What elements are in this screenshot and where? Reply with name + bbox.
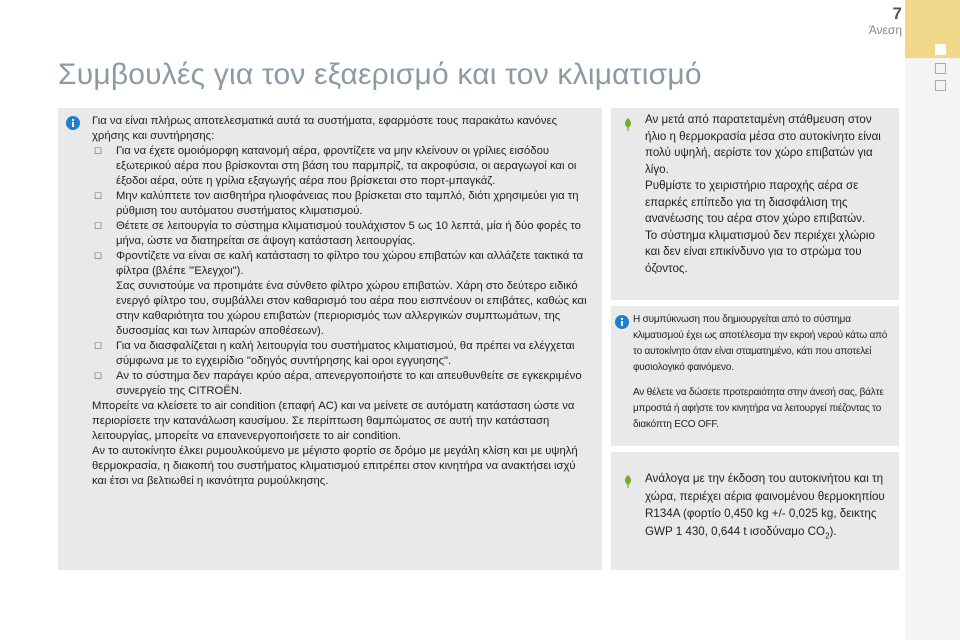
refrigerant-text: Ανάλογα με την έκδοση του αυτοκινήτου και τη χώρα, περιέχει αέρια φαινομένου θερμοκηπίου R134A (φορτίο 0,450 kg +/- 0,025 kg, δεικτης GWP 1 430, 0,644 t ισοδύναμο $CO_2$). <box>645 472 885 540</box>
page-title: Συμβουλές για τον εξαερισμό και τον κλιματισμό <box>58 58 702 91</box>
leaf-icon <box>621 474 635 488</box>
list-item: ☐ Μην καλύπτετε τον αισθητήρα ηλιοφάνειας που βρίσκεται στο ταμπλό, διότι χρησιμεύει για τη ρύθμιση του αυτόματου συστήματος κλιματισμού. <box>92 189 590 219</box>
tip-text: Το σύστημα κλιματισμού δεν περιέχει χλώριο και δεν είναι επικίνδυνο για το στρώμα του όζοντος. <box>645 228 875 275</box>
side-tab-bar <box>905 0 960 640</box>
info-icon <box>615 315 629 329</box>
main-info-box <box>58 108 602 570</box>
list-item: ☐ Αν το σύστημα δεν παράγει κρύο αέρα, απενεργοποιήστε το και απευθυνθείτε σε εγκεκριμένο συνεργείο της CITROËN. <box>92 369 590 399</box>
page-number: 7 <box>892 4 902 23</box>
list-item: ☐ Θέτετε σε λειτουργία το σύστημα κλιματισμού τουλάχιστον 5 ως 10 λεπτά, μία ή δύο φορές το μήνα, ώστε να διατηρείται σε άψογη κατάσταση λειτουργίας. <box>92 219 590 249</box>
ac-off-paragraph: Μπορείτε να κλείσετε το air condition (επαφή AC) και να μείνετε σε αυτόματη κατάσταση ώστε να περιορίσετε την κατανάλωση καυσίμου. Σε περίπτωση θαμπώματος σε αυτή την κατάσταση λειτουργίας, μπορείτε να επανενεργοποιήσετε το air condition. <box>92 400 575 442</box>
condensation-text: Η συμπύκνωση που δημιουργείται από το σύστημα κλιματισμού έχει ως αποτέλεσμα την εκροή νερού κάτω από το αυτοκίνητο όταν είναι σταματημένο, κάτι που αποτελεί φυσιολογικό φαινόμενο. <box>633 314 888 373</box>
tip-text: Αν μετά από παρατεταμένη στάθμευση στον ήλιο η θερμοκρασία μέσα στο αυτοκίνητο είναι πολύ υψηλή, αερίστε τον χώρο επιβατών για λίγο. <box>645 113 881 176</box>
section-marker-icon <box>935 80 946 91</box>
tip-text: Ρυθμίστε το χειριστήριο παροχής αέρα σε επαρκές επίπεδο για τη διασφάλιση της ανανέωσης του αέρα στον χώρο επιβατών. <box>645 179 866 225</box>
towing-paragraph: Αν το αυτοκίνητο έλκει ρυμουλκούμενο με μέγιστο φορτίο σε δρόμο με μεγάλη κλίση και με υψηλή θερμοκρασία, η διακοπή του συστήματος κλιματισμού επιτρέπει στον κινητήρα να ανακτήσει ισχύ και έτσι να βελτιωθεί η ικανότητα ρυμούλκησης. <box>92 445 578 487</box>
advice-list <box>92 144 590 399</box>
intro-text: Για να είναι πλήρως αποτελεσματικά αυτά τα συστήματα, εφαρμόστε τους παρακάτω κανόνες χρήσης και συντήρησης: <box>92 115 558 142</box>
list-item: ☐ Για να έχετε ομοιόμορφη κατανομή αέρα, φροντίζετε να μην κλείνουν οι γρίλιες εισόδου εξωτερικού αέρα που βρίσκονται στη βάση του παρμπρίζ, τα ακροφύσια, οι αεραγωγοί και οι έξοδοι αέρα, ούτε η γρίλια εξαγωγής αέρα που βρίσκεται στο πορτ-μπαγκάζ. <box>92 144 590 189</box>
section-marker-icon <box>935 63 946 74</box>
list-item: ☐ Φροντίζετε να είναι σε καλή κατάσταση το φίλτρο του χώρου επιβατών και αλλάζετε τακτικά τα φίλτρα (βλέπε "Έλεγχοι"). Σας συνιστούμε να προτιμάτε ένα σύνθετο φίλτρο χώρου επιβατών. Χάρη στο δεύτερο ειδικό ενεργό φίλτρο του, συμβάλλει στον καθαρισμό του αέρα που εισπνέουν οι επιβάτες, καθώς και στην καθαριότητα του χώρου επιβατών (περιορισμός των αλλεργικών συμπτωμάτων, της δυσοσμίας και των λιπαρών αποθέσεων). <box>92 249 590 339</box>
info-icon <box>66 116 80 130</box>
section-marker-icon <box>935 44 946 55</box>
refrigerant-box <box>611 452 899 570</box>
ventilation-tip-box <box>611 108 899 300</box>
leaf-icon <box>621 117 635 131</box>
section-name: Άνεση <box>868 23 902 37</box>
eco-off-text: Αν θέλετε να δώσετε προτεραιότητα στην άνεσή σας, βάλτε μπροστά ή αφήστε τον κινητήρα να λειτουργεί πιέζοντας το διακόπτη ECO OFF. <box>633 387 884 430</box>
condensation-info-box <box>611 306 899 446</box>
section-tab-active[interactable] <box>905 0 960 58</box>
list-item: ☐ Για να διασφαλίζεται η καλή λειτουργία του συστήματος κλιματισμού, θα πρέπει να ελέγχεται σύμφωνα με το εγχειρίδιο "οδηγός συντήρησης kai οροι εγγυησης". <box>92 339 590 369</box>
